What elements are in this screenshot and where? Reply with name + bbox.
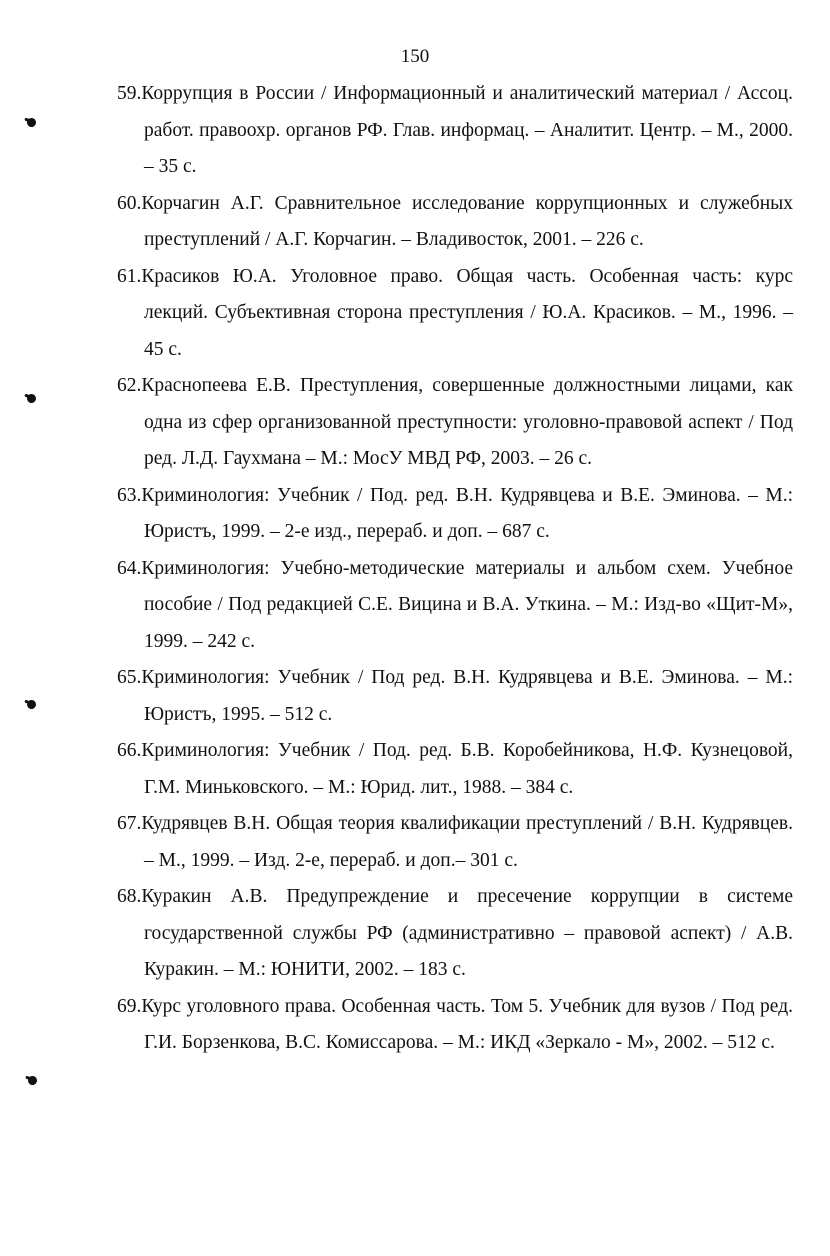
entry-text: Коррупция в России / Информационный и аналитический материал / Ассоц. работ. правоохр. органов РФ. Глав. информац. – Аналитит. Центр. – М., 2000. – 35 с.	[141, 83, 793, 177]
entry-number: 69.	[117, 995, 142, 1017]
entry-text: Кудрявцев В.Н. Общая теория квалификации преступлений / В.Н. Кудрявцев. – М., 1999. – Изд. 2-е, перераб. и доп.– 301 с.	[141, 813, 793, 871]
entry-number: 63.	[117, 484, 142, 506]
bibliography-entry	[117, 989, 793, 1062]
entry-number: 60.	[117, 192, 142, 214]
entry-text: Корчагин А.Г. Сравнительное исследование коррупционных и служебных преступлений / А.Г. Корчагин. – Владивосток, 2001. – 226 с.	[141, 192, 793, 250]
entry-number: 65.	[117, 667, 142, 688]
entry-number: 61.	[117, 265, 142, 287]
binding-hole-mark	[26, 117, 38, 129]
entry-number: 62.	[117, 375, 142, 396]
bibliography-entry	[117, 259, 793, 369]
bibliography-list	[117, 76, 793, 1062]
entry-number: 64.	[117, 557, 142, 579]
bibliography-entry	[117, 186, 793, 259]
entry-text: Криминология: Учебник / Под ред. В.Н. Кудрявцева и В.Е. Эминова. – М.: Юристъ, 1995. – 512 с.	[141, 667, 793, 725]
bibliography-entry	[117, 76, 793, 186]
bibliography-entry	[117, 879, 793, 989]
binding-hole-mark	[26, 699, 38, 711]
entry-text: Красиков Ю.А. Уголовное право. Общая часть. Особенная часть: курс лекций. Субъективная сторона преступления / Ю.А. Красиков. – М., 1996. – 45 с.	[141, 265, 793, 360]
bibliography-entry	[117, 368, 793, 478]
entry-text: Криминология: Учебник / Под. ред. Б.В. Коробейникова, Н.Ф. Кузнецовой, Г.М. Миньковского. – М.: Юрид. лит., 1988. – 384 с.	[141, 740, 793, 798]
page-number: 150	[400, 46, 430, 67]
entry-number: 67.	[117, 813, 142, 834]
entry-number: 59.	[117, 83, 142, 104]
entry-number: 66.	[117, 740, 142, 761]
bibliography-entry	[117, 733, 793, 806]
bibliography-entry	[117, 806, 793, 879]
entry-text: Криминология: Учебник / Под. ред. В.Н. Кудрявцева и В.Е. Эминова. – М.: Юристъ, 1999. – 2-е изд., перераб. и доп. – 687 с.	[141, 484, 793, 542]
bibliography-entry	[117, 478, 793, 551]
bibliography-entry	[117, 660, 793, 733]
entry-text: Краснопеева Е.В. Преступления, совершенные должностными лицами, как одна из сфер организованной преступности: уголовно-правовой аспект / Под ред. Л.Д. Гаухмана – М.: МосУ МВД РФ, 2003. – 26 с.	[141, 375, 793, 469]
entry-text: Курс уголовного права. Особенная часть. Том 5. Учебник для вузов / Под ред. Г.И. Борзенкова, В.С. Комиссарова. – М.: ИКД «Зеркало - М», 2002. – 512 с.	[141, 995, 793, 1053]
binding-hole-mark	[26, 393, 38, 405]
entry-number: 68.	[117, 886, 142, 907]
entry-text: Куракин А.В. Предупреждение и пресечение коррупции в системе государственной службы РФ (административно – правовой аспект) / А.В. Куракин. – М.: ЮНИТИ, 2002. – 183 с.	[141, 886, 793, 980]
bibliography-entry	[117, 551, 793, 661]
entry-text: Криминология: Учебно-методические материалы и альбом схем. Учебное пособие / Под редакцией С.Е. Вицина и В.А. Уткина. – М.: Изд-во «Щит-М», 1999. – 242 с.	[141, 557, 793, 652]
binding-hole-mark	[27, 1075, 39, 1087]
